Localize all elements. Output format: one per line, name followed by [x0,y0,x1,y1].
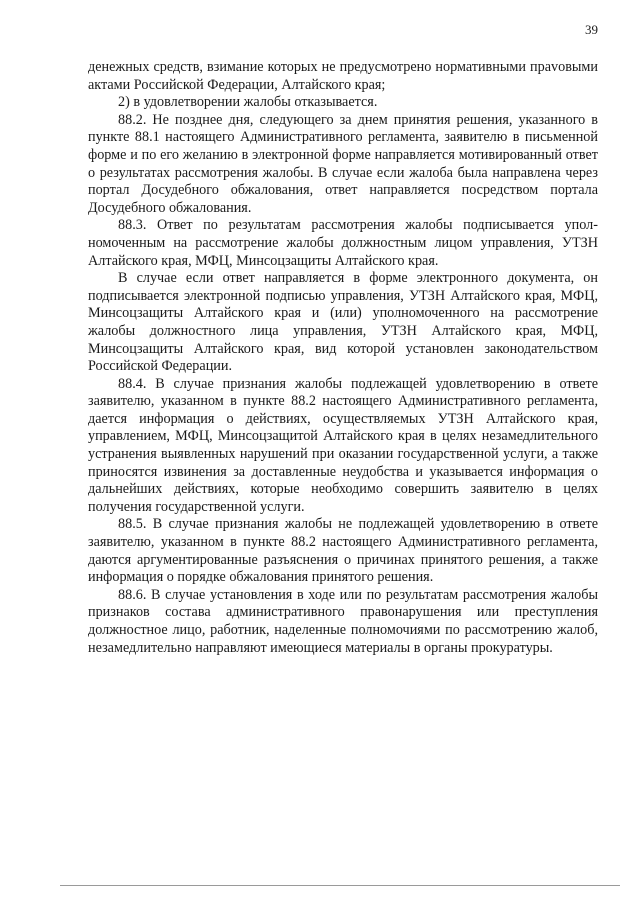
document-body [88,59,598,657]
page-number: 39 [585,22,598,37]
footer-divider [60,885,620,886]
paragraph-electronic-signature: В случае если ответ направляется в форме электронного документа, он подписывается электронной подписью управления, УТЗН Алтайского края, МФЦ, Минсоцзащиты Алтайского края и (или) уполномоченного на рассмотрение жалобы должностного лица управления, УТЗН Алтайского края, МФЦ, Минсоцзащиты Алтайского края, вид которой установлен законодательством Российской Федерации. [88,270,598,375]
paragraph-88-2: 88.2. Не позднее дня, следующего за днем принятия решения, указанного в пункте 88.1 настоящего Административного регламента, заявителю в письменной форме и по его желанию в электронной форме направляется мотивированный ответ о результатах рассмотрения жалобы. В случае если жалоба была направлена через портал Досудебного обжалования, ответ направляется посредством портала Досудебного обжалования. [88,111,598,216]
paragraph-refusal: 2) в удовлетворении жалобы отказывается. [118,94,378,111]
paragraph-88-5: 88.5. В случае признания жалобы не подлежащей удовлетворению в ответе заявителю, указанном в пункте 88.2 настоящего Административного регламента, даются аргументированные разъяснения о причинах принятого решения, а также информация о порядке обжалования принятого решения. [88,516,598,586]
paragraph-continuation: денежных средств, взимание которых не предусмотрено нормативными праvовыми актами Российской Федерации, Алтайского края; [88,59,598,93]
paragraph-88-4: 88.4. В случае признания жалобы подлежащей удовлетворению в ответе заявителю, указанном в пункте 88.2 настоящего Административного регламента, дается информация о действиях, осуществляемых УТЗН Алтайского края, управлением, МФЦ, Минсоцзащитой Алтайского края в целях незамедлительного устранения выявленных нарушений при оказании государственной услуги, а также приносятся извинения за доставленные неудобства и указывается информация о дальнейших действиях, которые необходимо совершить заявителю в целях получения государственной услуги. [88,375,598,515]
paragraph-88-6: 88.6. В случае установления в ходе или по результатам рассмотрения жалобы признаков состава административного правонарушения или преступления должностное лицо, работник, наделенные полномочиями по рассмотрению жалоб, незамедлительно направляют имеющиеся материалы в органы прокуратуры. [88,586,598,656]
paragraph-88-3: 88.3. Ответ по результатам рассмотрения жалобы подписывается уполномоченным на рассмотрение жалобы должностным лицом управления, УТЗН Алтайского края, МФЦ, Минсоцзащиты Алтайского края. [88,217,598,269]
